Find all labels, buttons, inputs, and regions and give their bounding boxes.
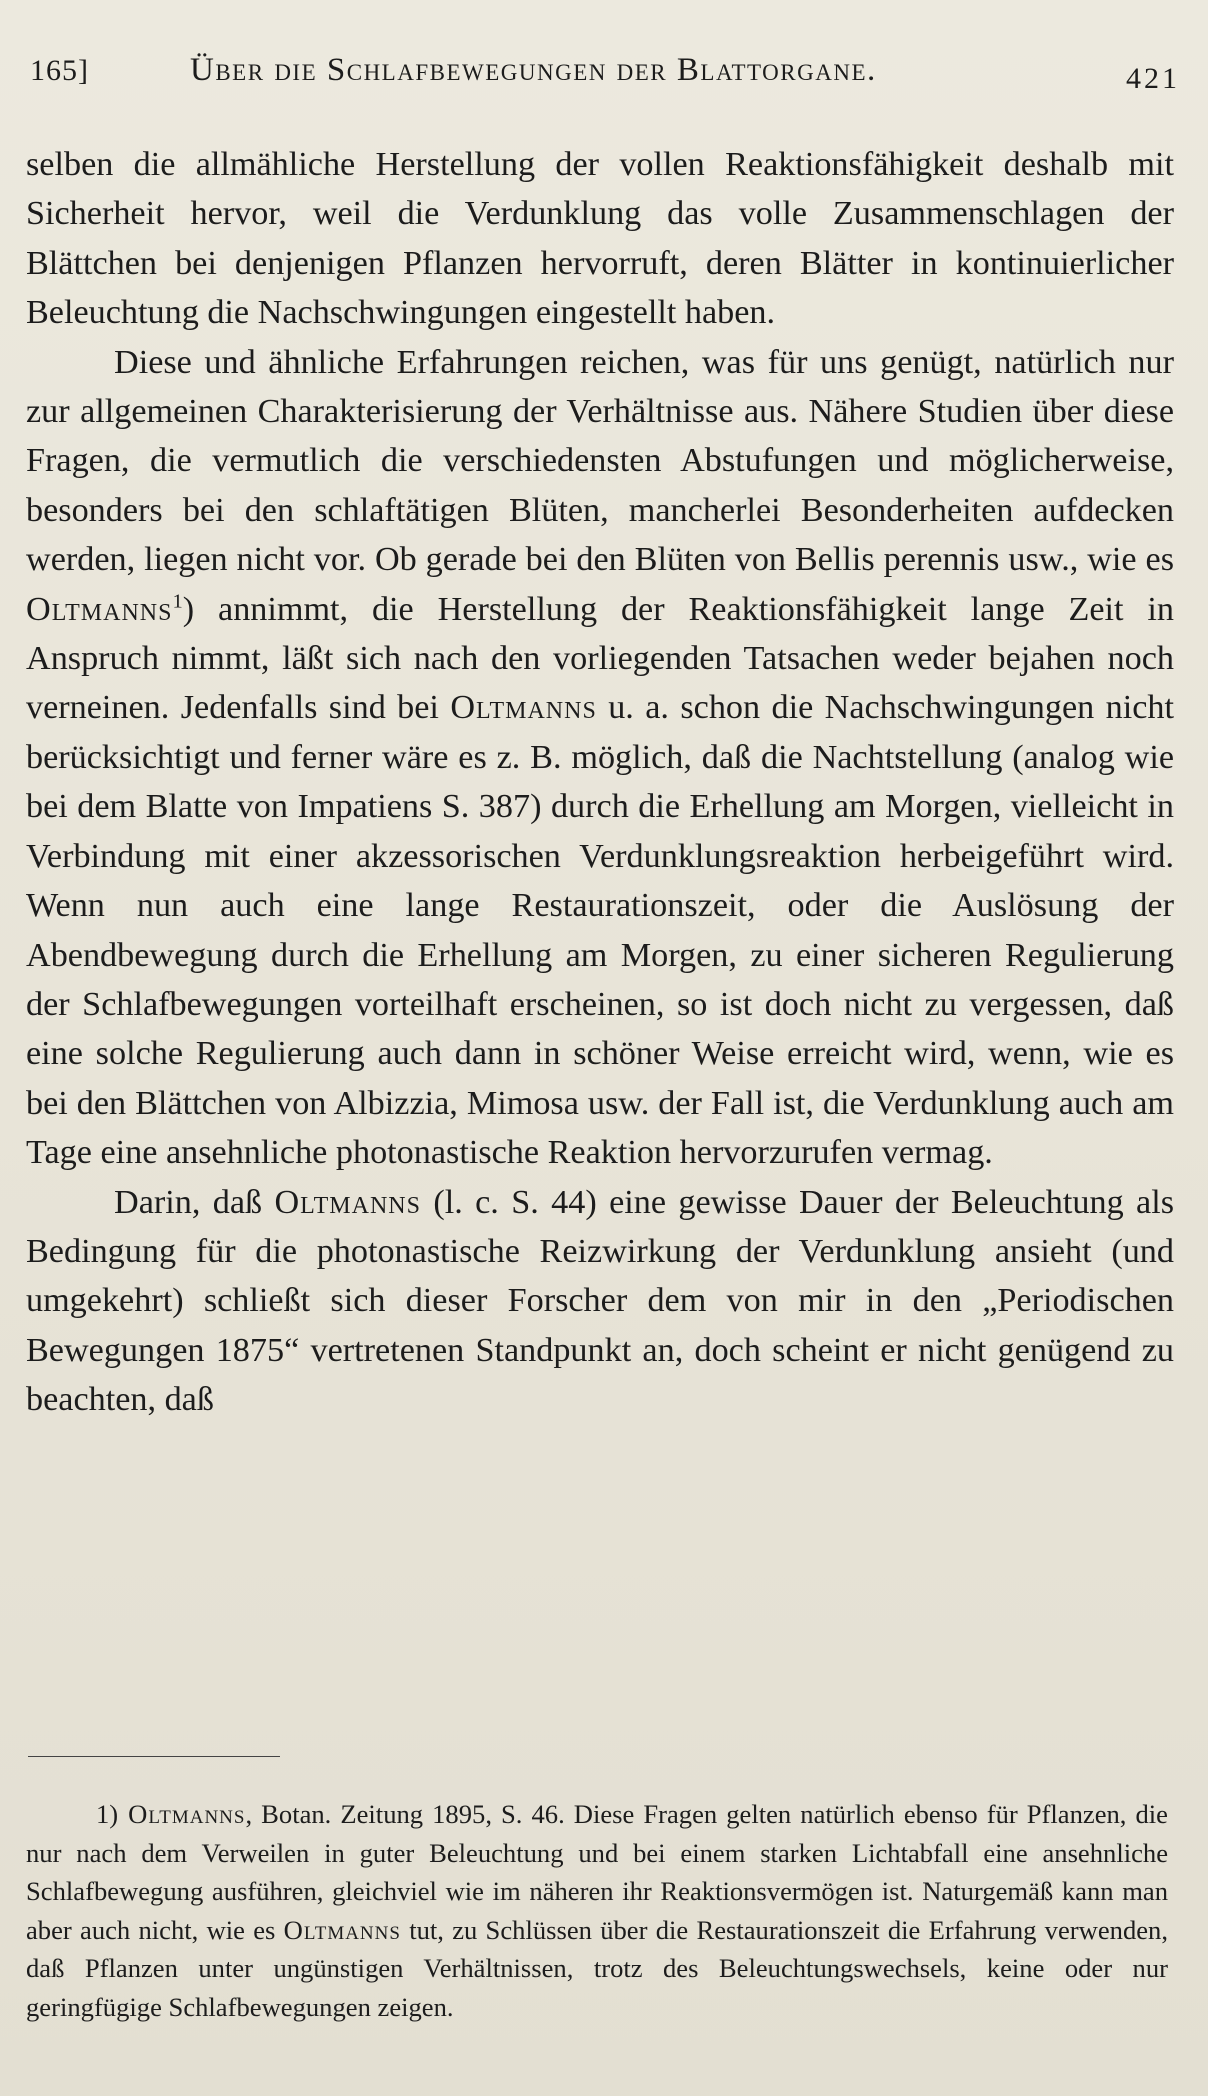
section-page-ref: 165] (30, 54, 89, 87)
paragraph-text: (l. c. S. 44) eine gewisse Dauer der Beleuchtung als Bedingung für die photonastische Reizwirkung der Verdunklung ansieht (und umgekehrt) schließt sich dieser Forscher dem von mir in den „Periodischen Bewegungen 1875“ vertretenen Standpunkt an, doch scheint er nicht genügend zu beachten, daß (26, 1183, 1175, 1419)
footnote-reference[interactable]: 1 (172, 590, 183, 613)
footnote-text: , Botan. Zeitung 1895, S. 46. Diese Fragen gelten natürlich ebenso für Pflanzen, die nur nach dem Verweilen in guter Beleuchtung und bei einem starken Lichtabfall eine ansehnliche Schlafbewegung ausführen, gleichviel wie im näheren ihr Reaktionsvermögen ist. Naturgemäß kann man aber auch nicht, wie es (26, 1799, 1168, 1945)
footnote-author: Oltmanns (128, 1799, 246, 1829)
paragraph-text: selben die allmähliche Herstellung der vollen Reaktionsfähigkeit deshalb mit Sicherheit hervor, weil die Verdunklung das volle Zusammenschlagen der Blättchen bei denjenigen Pflanzen hervorruft, deren Blätter in kontinuierlicher Beleuchtung die Nachschwingungen eingestellt haben. (26, 146, 1174, 332)
footnote-divider (28, 1756, 280, 1757)
running-title: Über die Schlafbewegungen der Blattorgane. (190, 52, 877, 88)
author-name: Oltmanns (274, 1183, 421, 1221)
author-name: Oltmanns (26, 590, 173, 628)
footnote-text: tut, zu Schlüssen über die Restaurationszeit die Erfahrung verwenden, daß Pflanzen unter ungünstigen Verhältnissen, trotz des Beleuchtungswechsels, keine oder nur geringfügige Schlafbewegungen zeigen. (26, 1914, 1168, 2022)
body-text (26, 140, 1174, 1425)
paragraph-text: u. a. schon die Nachschwingungen nicht berücksichtigt und ferner wäre es z. B. möglich, daß die Nachtstellung (analog wie bei dem Blatte von Impatiens S. 387) durch die Erhellung am Morgen, vielleicht in Verbindung mit einer akzessorischen Verdunklungsreaktion herbeigeführt wird. Wenn nun auch eine lange Restaurationszeit, oder die Auslösung der Abendbewegung durch die Erhellung am Morgen, zu einer sicheren Regulierung der Schlafbewegungen vorteilhaft erscheinen, so ist doch nicht zu vergessen, daß eine solche Regulierung auch dann in schöner Weise erreicht wird, wenn, wie es bei den Blättchen von Albizzia, Mimosa usw. der Fall ist, die Verdunklung auch am Tage eine ansehnliche photonastische Reaktion hervorzurufen vermag. (26, 689, 1174, 1172)
footnote (26, 1795, 1168, 2027)
footnote-author: Oltmanns (283, 1914, 401, 1945)
footnote-marker: 1) (96, 1799, 119, 1829)
paragraph-text: Diese und ähnliche Erfahrungen reichen, was für uns genügt, natürlich nur zur allgemeinen Charakterisierung der Verhältnisse aus. Nähere Studien über diese Fragen, die vermutlich die verschiedensten Abstufungen und möglicherweise, besonders bei den schlaftätigen Blüten, mancherlei Besonderheiten aufdecken werden, liegen nicht vor. Ob gerade bei den Blüten von Bellis perennis usw., wie es (26, 343, 1174, 579)
paragraph-2 (26, 338, 1174, 1178)
paragraph-text: Darin, daß (114, 1183, 275, 1221)
paragraph-1 (26, 140, 1174, 338)
paragraph-3 (26, 1178, 1174, 1425)
paragraph-text: ) annimmt, die Herstellung der Reaktionsfähigkeit lange Zeit in Anspruch nimmt, läßt sich nach den vorliegenden Tatsachen weder bejahen noch verneinen. Jedenfalls sind bei (26, 590, 1174, 727)
running-head (30, 48, 1180, 98)
page-number: 421 (1126, 62, 1180, 95)
author-name: Oltmanns (450, 689, 597, 727)
